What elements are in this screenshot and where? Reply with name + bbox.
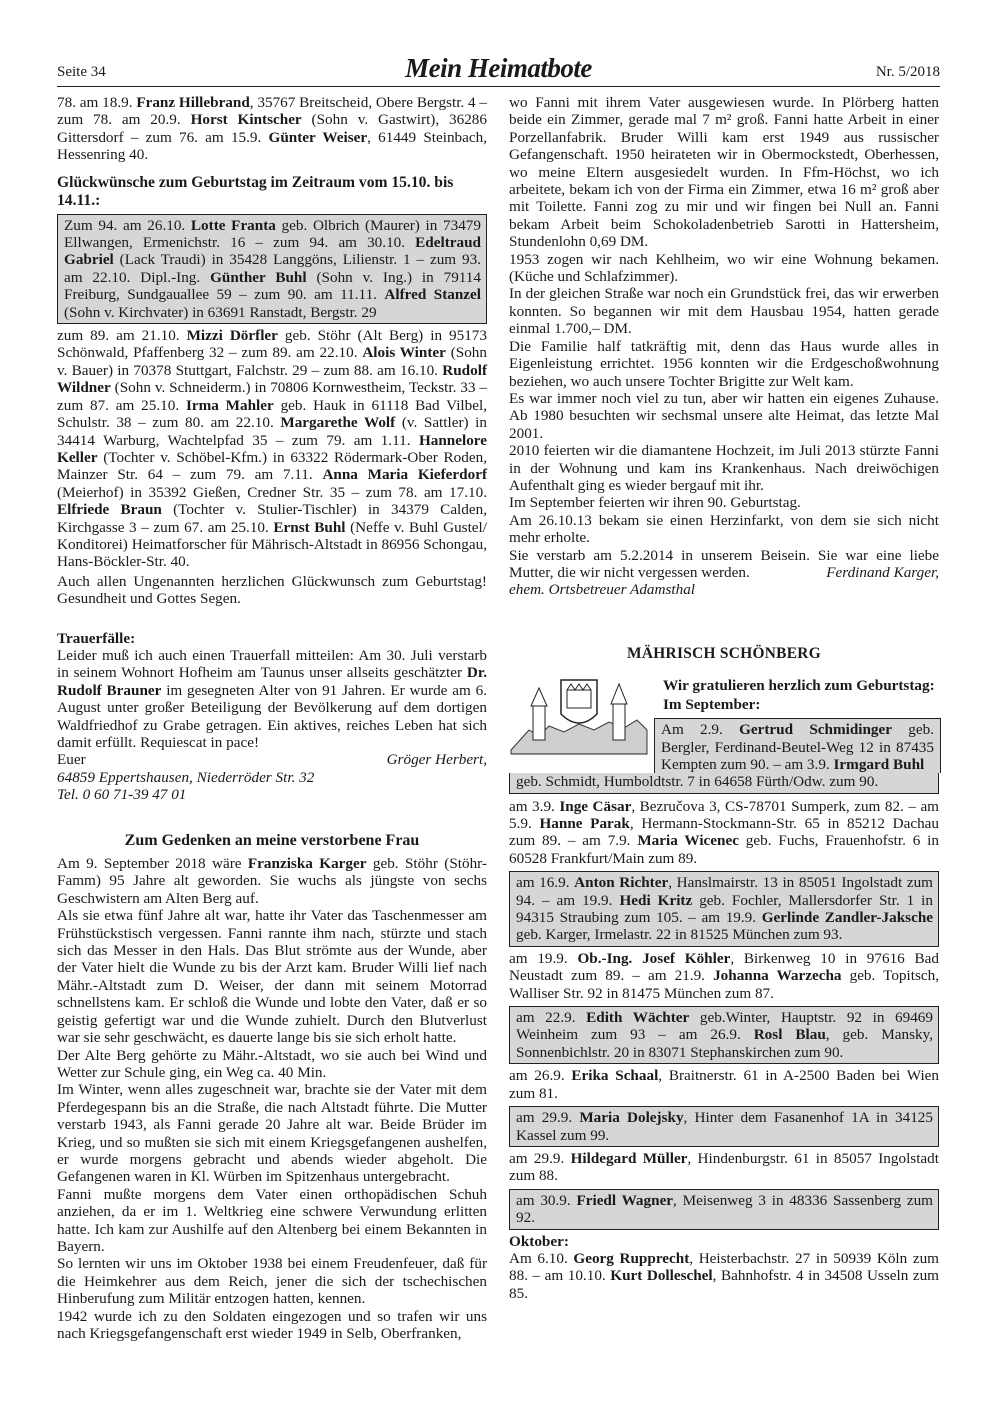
birthday-list: zum 89. am 21.10. Mizzi Dörfler geb. Stöhr (Alt Berg) in 95173 Schönwald, Pfaffenberg 32 – zum 89. am 22.10. Alois Winter (Sohn v. Bauer) in 70378 Stuttgart, Falchstr. 29 – zum 88. am 16.10. Rudolf Wildner (Sohn v. Schneiderm.) in 70806 Kornwestheim, Teckstr. 33 – zum 87. am 25.10. Irma Mahler geb. Hauk in 61118 Bad Vilbel, Schulstr. 38 – zum 80. am 22.10. Margarethe Wolf (v. Sattler) in 34414 Warburg, Wachtelpfad 35 – zum 79. am 1.11. Hannelore Keller (Tochter v. Schöbel-Kfm.) in 63322 Rödermark-Ober Roden, Mainzer Str. 64 – zum 79. am 7.11. Anna Maria Kieferdorf (Meierhof) in 35392 Gießen, Credner Str. 35 – zum 78. am 17.10. Elfriede Braun (Tochter v. Stulier-Tischler) in 34379 Calden, Kirchgasse 3 – zum 67. am 25.10. Ernst Buhl (Neffe v. Buhl Gustel/ Konditorei) Heimatforscher für Mährisch-Altstadt in 86956 Schongau, Hans-Böckler-Str. 40.: [57, 327, 487, 571]
september-box-continued: geb. Schmidt, Humboldtstr. 7 in 64658 Fürth/Odw. zum 90.: [509, 773, 939, 793]
signature-address: 64859 Eppertshausen, Niederröder Str. 32: [57, 768, 315, 786]
birthday-box: am 16.9. Anton Richter, Hanslmairstr. 13 in 85051 Ingolstadt zum 94. – am 19.9. Hedi Kritz geb. Fochler, Mallersdorfer Str. 1 in 94315 Straubing zum 105. – am 19.9. Gerlinde Zandler-Jaksche geb. Karger, Irmelastr. 22 in 81525 München zum 93.: [509, 871, 939, 947]
memorial-paragraph: Fanni mußte morgens dem Vater einen orthopädischen Schuh anziehen, da er im 1. Weltkrieg eine schwere Verwundung erlitten hatte. Ich kam zur Aushilfe auf den Altenberg bei einem Bekannten in Bayern.: [57, 1185, 487, 1255]
birthday-heading: Glückwünsche zum Geburtstag im Zeitraum vom 15.10. bis 14.11.:: [57, 173, 454, 209]
october-heading: Oktober:: [509, 1232, 569, 1250]
trauer-text: Leider muß ich auch einen Trauerfall mitteilen: Am 30. Juli verstarb in seinem Wohnort Hofheim am Taunus unser allseits geschätzter Dr. Rudolf Brauner im gesegneten Alter von 91 Jahren. Er wurde am 6. August unter großer Beteiligung der Bevölkerung auf dem dortigen Waldfriedhof zu Grabe getragen. Ein aktives, reiches Leben hat sich damit erfüllt. Requiescat in pace!: [57, 646, 487, 751]
birthday-entry: Am 6.10. Georg Rupprecht, Heisterbachstr. 27 in 50939 Köln zum 88. – am 10.10. Kurt Dolleschel, Bahnhofstr. 4 in 34508 Usseln zum 85.: [509, 1249, 939, 1302]
birthday-entry: am 26.9. Erika Schaal, Braitnerstr. 61 in A-2500 Baden bei Wien zum 81.: [509, 1067, 939, 1102]
memorial-paragraph: Der Alte Berg gehörte zu Mähr.-Altstadt, wo sie auch bei Wind und Wetter zur Schule ging, ein Weg ca. 40 Min.: [57, 1046, 487, 1081]
birthday-entry: am 19.9. Ob.-Ing. Josef Köhler, Birkenweg 10 in 97616 Bad Neustadt zum 89. – am 21.9. Johanna Warzecha geb. Topitsch, Walliser Str. 92 in 81475 München zum 87.: [509, 949, 940, 1002]
memorial-continued: In der gleichen Straße war noch ein Grundstück frei, das wir erwerben konnten. So begannen wir mit dem Hausbau 1954, hatten gerade einmal 1.700,– DM.: [509, 285, 939, 338]
birthday-box: am 29.9. Maria Dolejsky, Hinter dem Fasanenhof 1A in 34125 Kassel zum 99.: [509, 1106, 939, 1147]
right-column: [509, 94, 939, 1302]
town-crest-icon: [509, 670, 649, 756]
birthday-box: am 22.9. Edith Wächter geb.Winter, Hauptstr. 92 in 69469 Weinheim zum 93 – am 26.9. Rosl Blau, geb. Mansky, Sonnenbichlstr. 20 in 83071 Stephanskirchen zum 90.: [509, 1006, 939, 1064]
schoenberg-intro: [509, 670, 939, 773]
trauer-heading: Trauerfälle:: [57, 629, 136, 647]
page-number: Seite 34: [57, 64, 106, 80]
birthday-highlight-box: Zum 94. am 26.10. Lotte Franta geb. Olbrich (Maurer) in 73479 Ellwangen, Ermenichstr. 16 – zum 94. am 30.10. Edeltraud Gabriel (Lack Traudi) in 35428 Langgöns, Lilienstr. 1 – zum 93. am 22.10. Dipl.-Ing. Günther Buhl (Sohn v. Ing.) in 79114 Freiburg, Sundgauallee 59 – zum 90. am 11.11. Alfred Stanzel (Sohn v. Kirchvater) in 63691 Ranstadt, Bergstr. 29: [57, 214, 487, 324]
birthday-entry: am 3.9. Inge Cäsar, Bezručova 3, CS-78701 Sumperk, zum 82. – am 5.9. Hanne Parak, Hermann-Stockmann-Str. 65 in 85212 Dachau zum 89. – am 7.9. Maria Wicenec geb. Fuchs, Frauenhofstr. 6 in 60528 Frankfurt/Main zum 89.: [509, 797, 940, 867]
memorial-continued: 2010 feierten wir die diamantene Hochzeit, im Juli 2013 stürzte Fanni in der Wohnung und kam ins Krankenhaus. Nach dreiwöchigen Aufenthalt ging es wieder bergauf mit ihr.: [509, 442, 939, 494]
memorial-last: Sie verstarb am 5.2.2014 in unserem Beisein. Sie war eine liebe Mutter, die wir nicht vergessen werden. Ferdinand Karger,: [509, 546, 939, 581]
september-box: Am 2.9. Gertrud Schmidinger geb. Bergler, Ferdinand-Beutel-Weg 12 in 87435 Kempten zum 90. – am 3.9. Irmgard Buhl: [654, 718, 941, 773]
memorial-continued: 1953 zogen wir nach Kehlheim, wo wir eine Wohnung bekamen. (Küche und Schlafzimmer).: [509, 250, 939, 286]
memorial-continued: Die Familie half tatkräftig mit, denn das Haus wurde alles in Eigenleistung errichtet. 1956 konnten wir die Erdgeschoßwohnung beziehen, wo auch unsere Tochter Brigitte zur Welt kam.: [509, 337, 939, 390]
memorial-continued: Es war immer noch viel zu tun, aber wir hatten ein eigenes Zuhause. Ab 1980 besuchten wir sechsmal unsere alte Heimat, das letzte Mal 2001.: [509, 389, 939, 442]
birthday-closing: Auch allen Ungenannten herzlichen Glückwunsch zum Geburtstag! Gesundheit und Gottes Segen.: [57, 572, 487, 608]
memorial-paragraph: Im Winter, wenn alles zugeschneit war, brachte sie der Vater mit dem Pferdegespann bis an die Straße, die nach Altstadt führte. Die Mutter verstarb 1943, als Fanni gerade 20 Jahre alt war. Beide Brüder im Krieg, und so mußten sie sich mit einem Kriegsgefangenen aushelfen, er wurde morgens gebracht und abends wieder abgeholt. Die Gefangenen waren in Kl. Würben im Spitzenhaus untergebracht.: [57, 1081, 487, 1186]
section-title-maehrisch-schoenberg: MÄHRISCH SCHÖNBERG: [627, 644, 821, 662]
memorial-continued: wo Fanni mit ihrem Vater ausgewiesen wurde. In Plörberg hatten beide ein Zimmer, gerade mal 7 m² groß. Fanni hatte Arbeit in einer Porzellanfabrik. Bruder Willi kam erst 1949 aus russischer Gefangenschaft. 1950 heirateten wir in Obermockstedt, Oberhessen, wo meine Eltern ausgesiedelt wurden. In Ffm-Höchst, wo ich arbeitete, bekam ich von der Firma ein Zimmer, etwa 16 m² groß aber mit Toilette. Fanni zog zu mir und wir fingen bei Null an. Fanni bekam Arbeit beim Schokoladenbetrieb Sarotti in Hattersheim, Stundenlohn 0,69 DM.: [509, 94, 939, 251]
memorial-paragraph: Als sie etwa fünf Jahre alt war, hatte ihr Vater das Taschenmesser am Frühstückstisch vergessen. Fanni rannte ihm nach, stürzte und stach sich das Messer in den Hals. Das Blut strömte aus der Wunde, aber der Vater hielt die Wunde zu bis der Arzt kam. Bruder Willi lief nach Mähr.-Altstadt zum D. Weiser, der dann mit seinem Motorrad schnellstens kam. Er schloß die Wunde und lobte den Vater, daß er so geistig gefertigt war und die Wunde zuhielt. Durch den Blutverlust war sie sehr geschwächt, es dauerte lange bis sie sich erholt hatte.: [57, 907, 487, 1047]
memorial-title: Zum Gedenken an meine verstorbene Frau: [124, 831, 420, 849]
trauer-signature: Euer Gröger Herbert,: [57, 751, 487, 769]
left-column: [57, 94, 487, 1342]
memorial-paragraph: Am 9. September 2018 wäre Franziska Karger geb. Stöhr (Stöhr-Famm) 95 Jahre alt geworden. Sie wuchs als jüngste von sechs Geschwistern am Alten Berg auf.: [57, 855, 487, 907]
page-header: [57, 53, 940, 87]
memorial-continued: Im September feierten wir ihren 90. Geburtstag.: [509, 494, 801, 512]
magazine-title: Mein Heimatbote: [405, 53, 592, 83]
memorial-continued: Am 26.10.13 bekam sie einen Herzinfarkt, von dem sie sich nicht mehr erholte.: [509, 511, 939, 547]
birthday-box: am 30.9. Friedl Wagner, Meisenweg 3 in 48336 Sassenberg zum 92.: [509, 1189, 939, 1230]
schoenberg-greeting: Wir gratulieren herzlich zum Geburtstag: Im September:: [663, 677, 935, 714]
birthday-list-intro: 78. am 18.9. Franz Hillebrand, 35767 Breitscheid, Obere Bergstr. 4 – zum 78. am 20.9. Horst Kintscher (Sohn v. Gastwirt), 36286 Gittersdorf – zum 76. am 15.9. Günter Weiser, 61449 Steinbach, Hessenring 40.: [57, 94, 488, 164]
signature-phone: Tel. 0 60 71-39 47 01: [57, 786, 187, 804]
issue-number: Nr. 5/2018: [875, 64, 940, 80]
memorial-signature-role: ehem. Ortsbetreuer Adamsthal: [509, 581, 696, 599]
memorial-paragraph: 1942 wurde ich zu den Soldaten eingezogen und so trafen wir uns nach Kriegsgefangenschaft erst wieder 1949 in Selb, Oberfranken,: [57, 1307, 487, 1342]
birthday-entry: am 29.9. Hildegard Müller, Hindenburgstr. 61 in 85057 Ingolstadt zum 88.: [509, 1149, 939, 1185]
memorial-paragraph: So lernten wir uns im Oktober 1938 bei einem Freudenfeuer, daß für die Heimkehrer aus dem Reich, jener die sich der tschechischen Hinberufung zum Militär entzogen hatten, kennen.: [57, 1255, 487, 1308]
